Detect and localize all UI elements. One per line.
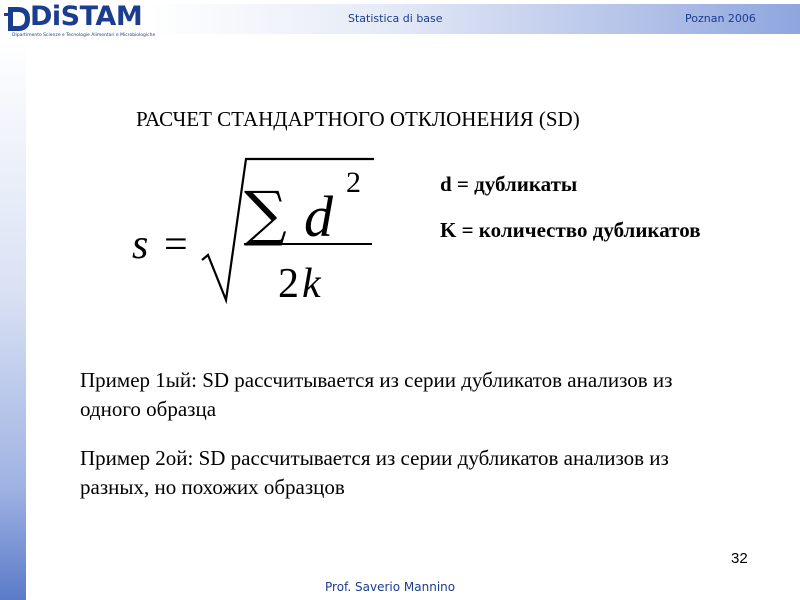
formula-variable: d: [304, 184, 333, 249]
formula-equals: =: [164, 222, 188, 268]
slide-title: РАСЧЕТ СТАНДАРТНОГО ОТКЛОНЕНИЯ (SD): [136, 107, 580, 131]
formula-sigma: ∑: [244, 179, 287, 249]
definition-k: K = количество дубликатов: [440, 218, 701, 242]
header-bar: [0, 0, 800, 40]
example-1: Пример 1ый: SD рассчитывается из серии дубликатов анализов из одного образца: [80, 368, 673, 421]
formula-exponent: 2: [346, 166, 361, 199]
side-gradient-bar: [0, 40, 26, 600]
logo-subtext: Dipartimento Scienze e Tecnologie Alimentari e Microbiologiche: [12, 33, 156, 38]
page-number: 32: [731, 550, 748, 567]
sd-formula: [128, 150, 388, 310]
header-place: Poznan 2006: [685, 12, 756, 25]
logo-text: DiSTAM: [30, 1, 143, 32]
distam-logo: [4, 1, 156, 41]
footer-author: Prof. Saverio Mannino: [325, 580, 456, 594]
definition-d: d = дубликаты: [440, 172, 578, 196]
formula-denominator-coef: 2: [278, 261, 299, 307]
example-2: Пример 2ой: SD рассчитывается из серии дубликатов анализов из разных, но похожих образцов: [80, 446, 669, 499]
header-title: Statistica di base: [348, 12, 443, 25]
formula-lhs: s: [132, 222, 149, 268]
formula-denominator-var: k: [302, 261, 321, 307]
